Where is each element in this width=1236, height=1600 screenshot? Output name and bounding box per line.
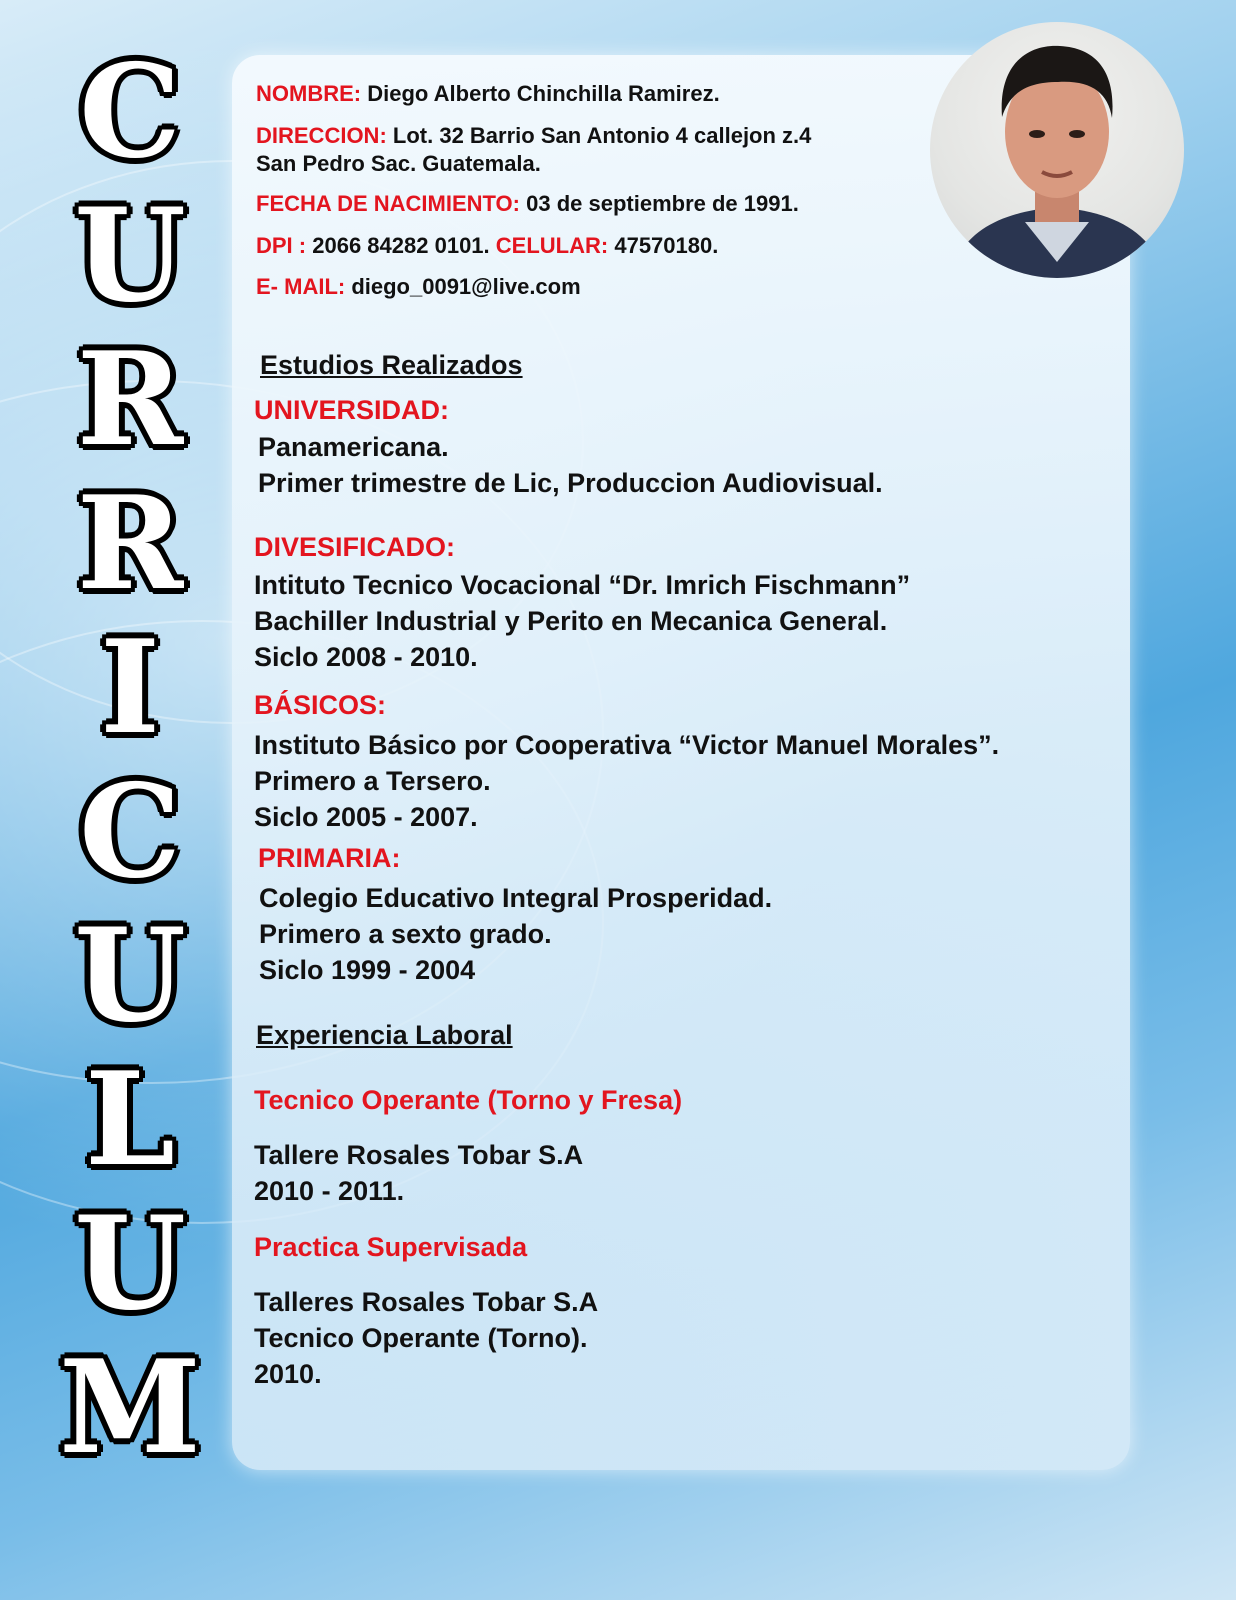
curriculum-vertical-title — [40, 37, 220, 1483]
diversificado-line: Bachiller Industrial y Perito en Mecanica General. — [254, 606, 888, 636]
basicos-label: BÁSICOS: — [254, 690, 387, 720]
dpi-label: DPI : — [256, 233, 307, 258]
experiencia-heading: Experiencia Laboral — [256, 1020, 513, 1050]
primaria-label: PRIMARIA: — [258, 843, 401, 873]
primaria-line: Colegio Educativo Integral Prosperidad. — [259, 883, 773, 913]
email-label: E- MAIL: — [256, 274, 346, 299]
dpi-celular-line — [256, 233, 718, 259]
nombre-line — [256, 81, 720, 107]
primaria-line: Siclo 1999 - 2004 — [259, 955, 476, 985]
basicos-line: Primero a Tersero. — [254, 766, 491, 796]
job2-line: Talleres Rosales Tobar S.A — [254, 1287, 599, 1317]
title-letter: C — [79, 757, 181, 907]
job2-line: Tecnico Operante (Torno). — [254, 1323, 588, 1353]
title-letter: U — [74, 1189, 186, 1339]
celular-label: CELULAR: — [495, 233, 609, 258]
diversificado-label: DIVESIFICADO: — [254, 532, 456, 562]
estudios-heading: Estudios Realizados — [260, 350, 523, 380]
title-letter: I — [100, 613, 160, 763]
job2-line: 2010. — [254, 1359, 322, 1389]
title-letter: C — [79, 37, 181, 187]
title-letter: R — [76, 325, 184, 475]
title-letter: U — [74, 181, 186, 331]
job1-line: 2010 - 2011. — [254, 1176, 405, 1206]
celular-value: 47570180. — [614, 233, 719, 258]
email-value: diego_0091@live.com — [351, 274, 581, 299]
diversificado-line: Siclo 2008 - 2010. — [254, 642, 478, 672]
fecha-label: FECHA DE NACIMIENTO: — [256, 191, 520, 216]
profile-photo — [930, 22, 1184, 278]
fecha-value: 03 de septiembre de 1991. — [526, 191, 799, 216]
email-line — [256, 274, 581, 300]
fecha-line — [256, 191, 799, 217]
person-portrait-icon — [930, 22, 1184, 278]
diversificado-line: Intituto Tecnico Vocacional “Dr. Imrich Fischmann” — [254, 570, 911, 600]
direccion-label: DIRECCION: — [256, 123, 387, 148]
universidad-line: Panamericana. — [258, 432, 449, 462]
title-letter: M — [59, 1333, 201, 1483]
job1-title: Tecnico Operante (Torno y Fresa) — [254, 1085, 683, 1115]
universidad-label: UNIVERSIDAD: — [254, 395, 450, 425]
title-letter: L — [85, 1045, 175, 1195]
job1-line: Tallere Rosales Tobar S.A — [254, 1140, 584, 1170]
basicos-line: Instituto Básico por Cooperativa “Victor Manuel Morales”. — [254, 730, 1000, 760]
basicos-line: Siclo 2005 - 2007. — [254, 802, 478, 832]
nombre-value: Diego Alberto Chinchilla Ramirez. — [367, 81, 720, 106]
title-letter: R — [76, 469, 184, 619]
title-letter: U — [74, 901, 186, 1051]
dpi-value: 2066 84282 0101. — [312, 233, 490, 258]
nombre-label: NOMBRE: — [256, 81, 362, 106]
universidad-line: Primer trimestre de Lic, Produccion Audiovisual. — [258, 468, 883, 498]
job2-title: Practica Supervisada — [254, 1232, 528, 1262]
direccion-value: Lot. 32 Barrio San Antonio 4 callejon z.4 — [392, 123, 812, 148]
direccion-line — [256, 123, 811, 149]
direccion-value-line2: San Pedro Sac. Guatemala. — [256, 151, 541, 176]
primaria-line: Primero a sexto grado. — [259, 919, 552, 949]
